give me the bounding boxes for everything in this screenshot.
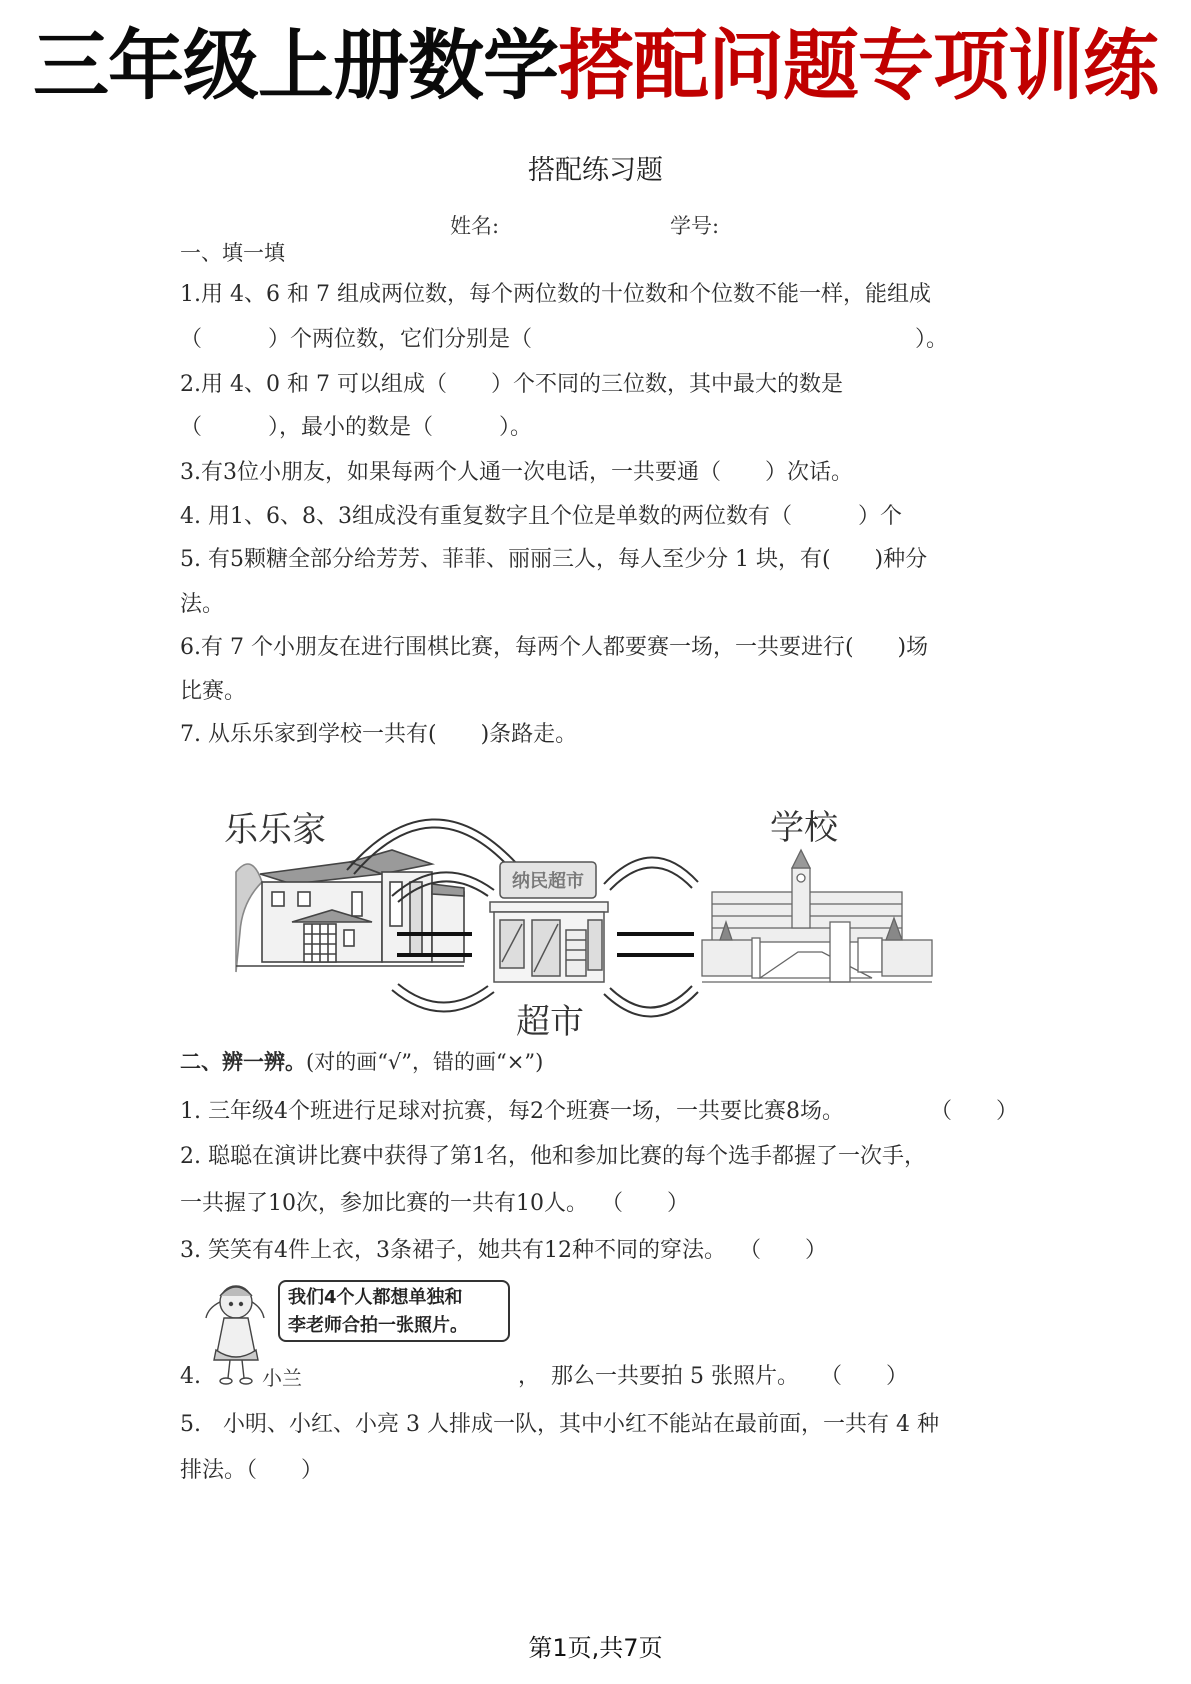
speech-bubble-line2: 李老师合拍一张照片。 bbox=[288, 1315, 468, 1336]
s2-q4-answer-bracket[interactable]: （ ） bbox=[830, 1364, 908, 1389]
s2-q3-answer-bracket[interactable]: （ ） bbox=[749, 1238, 827, 1263]
section1-heading: 一、填一填 bbox=[180, 241, 285, 265]
q5-line2: 法。 bbox=[180, 592, 225, 617]
page-banner-title bbox=[0, 18, 1191, 114]
q1-line1: 1.用 4、6 和 7 组成两位数，每个两位数的十位数和个位数不能一样，能组成 bbox=[180, 282, 931, 307]
home-label: 乐乐家 bbox=[224, 810, 326, 850]
section2-heading bbox=[180, 1047, 543, 1077]
q2-line2: （ ），最小的数是（ ）。 bbox=[180, 415, 533, 440]
q6-line1: 6.有 7 个小朋友在进行围棋比赛，每两个人都要赛一场，一共要进行( )场 bbox=[180, 635, 929, 660]
s2-q2-line1: 2. 聪聪在演讲比赛中获得了第1名，他和参加比赛的每个选手都握了一次手， bbox=[180, 1144, 926, 1169]
s2-q4-text: ， 那么一共要拍 5 张照片。 bbox=[518, 1364, 799, 1389]
s2-q1-answer-bracket[interactable]: （ ） bbox=[929, 1099, 1018, 1124]
banner-title-black: 三年级上册数学 bbox=[33, 21, 558, 110]
s2-q2-answer-bracket[interactable]: （ ） bbox=[612, 1191, 690, 1216]
q1-line2 bbox=[180, 325, 1018, 355]
speech-bubble bbox=[278, 1280, 510, 1342]
s2-q4-number: 4. bbox=[180, 1364, 201, 1389]
q1-line2-a: （ ）个两位数，它们分别是（ bbox=[180, 327, 533, 352]
s2-q4-text-row bbox=[518, 1362, 908, 1392]
s2-q1 bbox=[180, 1097, 1018, 1127]
school-label: 学校 bbox=[770, 808, 838, 848]
svg-text:纳民超市: 纳民超市 bbox=[512, 871, 584, 892]
girl-name-label: 小兰 bbox=[262, 1366, 302, 1390]
supermarket-label: 超市 bbox=[516, 1002, 584, 1042]
s2-q5-line2: 排法。（ ） bbox=[180, 1458, 324, 1483]
route-diagram bbox=[224, 808, 972, 1044]
q2-line1: 2.用 4、0 和 7 可以组成（ ）个不同的三位数，其中最大的数是 bbox=[180, 372, 843, 397]
speech-bubble-line1: 我们4个人都想单独和 bbox=[288, 1287, 463, 1308]
section2-heading-bold: 二、辨一辨。 bbox=[180, 1049, 306, 1074]
s2-q3 bbox=[180, 1236, 827, 1266]
s2-q2-line2-text: 一共握了10次，参加比赛的一共有10人。 bbox=[180, 1191, 588, 1216]
school-illustration bbox=[702, 850, 932, 982]
worksheet-title: 搭配练习题 bbox=[528, 155, 663, 186]
q7: 7. 从乐乐家到学校一共有( )条路走。 bbox=[180, 722, 578, 747]
q1-line2-b: ）。 bbox=[914, 327, 948, 352]
s2-q5-line1: 5. 小明、小红、小亮 3 人排成一队，其中小红不能站在最前面，一共有 4 种 bbox=[180, 1412, 939, 1437]
q5-line1: 5. 有5颗糖全部分给芳芳、菲菲、丽丽三人，每人至少分 1 块，有( )种分 bbox=[180, 547, 928, 572]
student-id-field-label: 学号: bbox=[670, 214, 720, 238]
route-arcs-right bbox=[604, 857, 698, 1016]
q3: 3.有3位小朋友，如果每两个人通一次电话，一共要通（ ）次话。 bbox=[180, 460, 853, 485]
q6-line2: 比赛。 bbox=[180, 679, 247, 704]
s2-q2-line2 bbox=[180, 1189, 689, 1219]
page-indicator: 第1页,共7页 bbox=[528, 1634, 663, 1662]
route-straight-right bbox=[617, 934, 694, 955]
section2-heading-instructions: (对的画“√”，错的画“×”) bbox=[306, 1050, 544, 1074]
banner-title-red: 搭配问题专项训练 bbox=[558, 21, 1158, 110]
s2-q1-text: 1. 三年级4个班进行足球对抗赛，每2个班赛一场，一共要比赛8场。 bbox=[180, 1099, 844, 1124]
name-field-label: 姓名: bbox=[450, 214, 500, 238]
supermarket-illustration bbox=[490, 862, 608, 982]
route-diagram-illustration bbox=[232, 812, 972, 1044]
q4: 4. 用1、6、8、3组成没有重复数字且个位是单数的两位数有（ ）个 bbox=[180, 504, 902, 529]
girl-illustration bbox=[200, 1278, 270, 1388]
s2-q3-text: 3. 笑笑有4件上衣，3条裙子，她共有12种不同的穿法。 bbox=[180, 1238, 726, 1263]
